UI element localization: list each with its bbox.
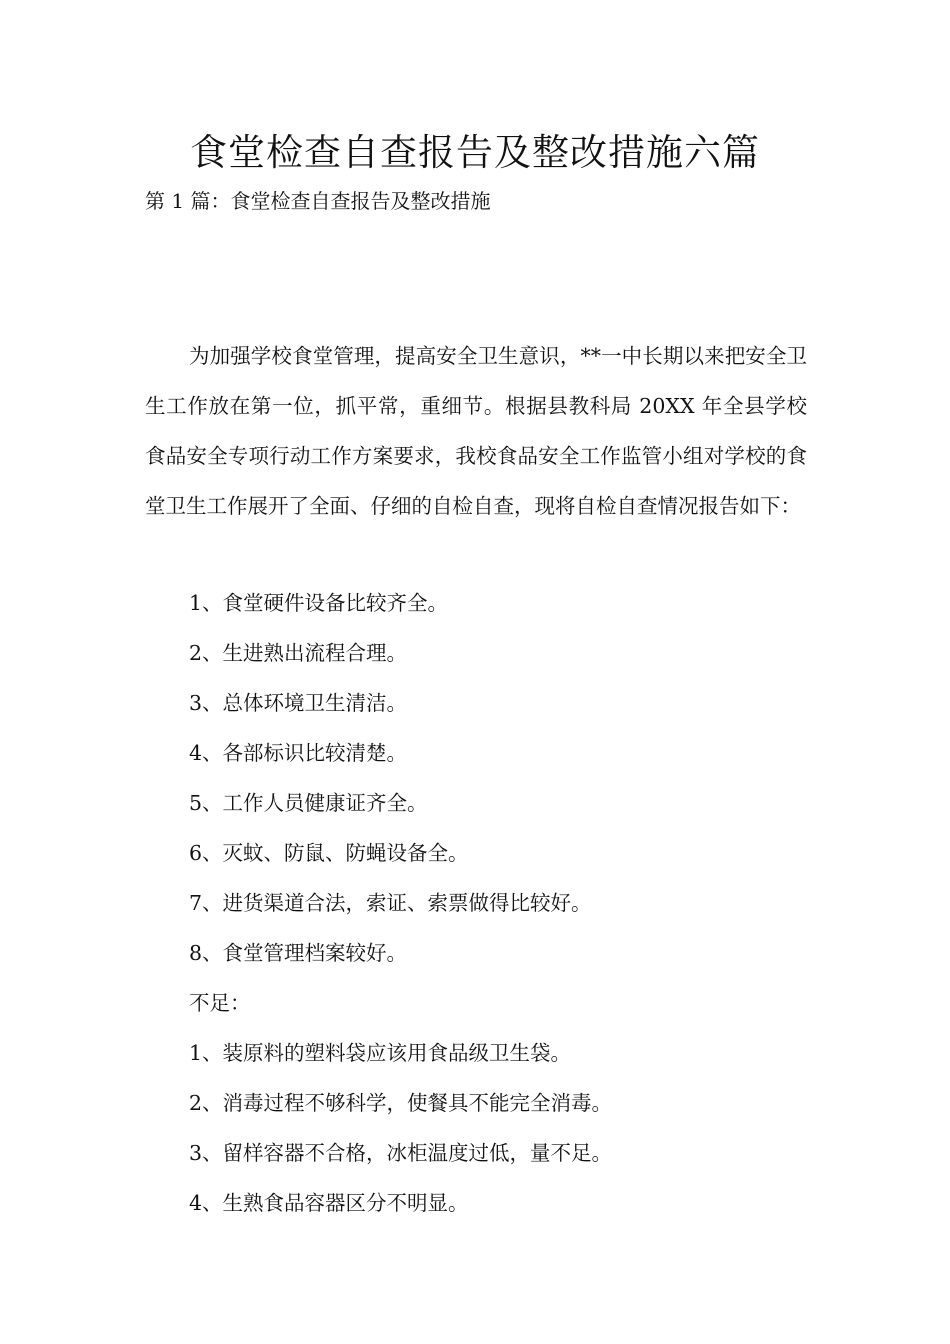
list-item: 6、灭蚊、防鼠、防蝇设备全。 bbox=[189, 841, 469, 865]
list-item: 3、总体环境卫生清洁。 bbox=[189, 691, 408, 715]
document-title: 食堂检查自查报告及整改措施六篇 bbox=[190, 131, 760, 174]
list-item: 8、食堂管理档案较好。 bbox=[189, 941, 408, 965]
list-item: 7、进货渠道合法，索证、索票做得比较好。 bbox=[189, 891, 592, 915]
item-list bbox=[189, 578, 612, 1228]
intro-paragraph: 为加强学校食堂管理，提高安全卫生意识，**一中长期以来把安全卫生工作放在第一位，抓平常，重细节。根据县教科局 20XX 年全县学校食品安全专项行动工作方案要求，我校食品安全工作监管小组对学校的食堂卫生工作展开了全面、仔细的自检自查，现将自检自查情况报告如下： bbox=[145, 344, 807, 518]
list-item: 1、食堂硬件设备比较齐全。 bbox=[189, 591, 449, 615]
list-item: 2、消毒过程不够科学，使餐具不能完全消毒。 bbox=[189, 1091, 613, 1115]
list-item: 2、生进熟出流程合理。 bbox=[189, 641, 408, 665]
list-item: 4、生熟食品容器区分不明显。 bbox=[189, 1191, 469, 1215]
list-item: 3、留样容器不合格，冰柜温度过低，量不足。 bbox=[189, 1141, 613, 1165]
list-item: 1、装原料的塑料袋应该用食品级卫生袋。 bbox=[189, 1041, 572, 1065]
document-subtitle: 第 1 篇：食堂检查自查报告及整改措施 bbox=[145, 189, 491, 213]
list-item: 4、各部标识比较清楚。 bbox=[189, 741, 408, 765]
list-item: 5、工作人员健康证齐全。 bbox=[189, 791, 428, 815]
section-label: 不足： bbox=[189, 991, 251, 1015]
